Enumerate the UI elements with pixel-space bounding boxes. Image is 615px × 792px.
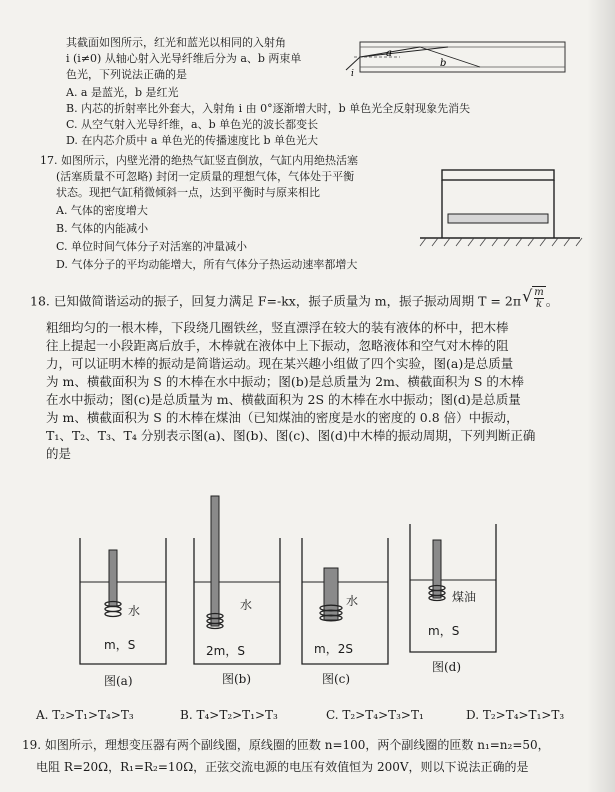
sqrt-formula: √ $\frac{m}{k}$ bbox=[522, 286, 544, 310]
formula-denominator: k bbox=[535, 299, 543, 310]
page-shadow bbox=[587, 0, 615, 792]
q18-line-1 bbox=[30, 286, 559, 314]
q16-option-d: D. 在内芯介质中 a 单色光的传播速度比 b 单色光大 bbox=[66, 134, 319, 147]
q18-line-3: 往上提起一小段距离后放手，木棒就在液体中上下振动，忽略液体和空气对木棒的阻 bbox=[46, 338, 509, 353]
figure-b-params: 2m，S bbox=[206, 644, 245, 658]
q18-option-d: D. T₂>T₄>T₁>T₃ bbox=[466, 708, 565, 722]
q18-option-a: A. T₂>T₁>T₄>T₃ bbox=[36, 708, 134, 722]
figure-b bbox=[192, 494, 282, 666]
figure-d-caption: 图(d) bbox=[432, 660, 462, 674]
figure-b-caption: 图(b) bbox=[222, 672, 252, 686]
q19-line-1: 19. 如图所示，理想变压器有两个副线圈，原线圈的匝数 n=100，两个副线圈的匝数 n₁=n₂=50， bbox=[22, 738, 550, 752]
figure-d-params: m，S bbox=[428, 624, 460, 638]
q16-option-c: C. 从空气射入光导纤维，a、b 单色光的波长都变长 bbox=[66, 118, 319, 131]
q16-option-b: B. 内芯的折射率比外套大，入射角 i 由 0°逐渐增大时，b 单色光全反射现象先消失 bbox=[66, 102, 471, 115]
figure-c-caption: 图(c) bbox=[322, 672, 351, 686]
cylinder-figure bbox=[420, 160, 590, 260]
q17-option-d: D. 气体分子的平均动能增大，所有气体分子热运动速率都增大 bbox=[56, 258, 358, 271]
fiber-label-b: b bbox=[440, 58, 447, 69]
q17-option-b: B. 气体的内能减小 bbox=[56, 222, 149, 235]
q17-option-a: A. 气体的密度增大 bbox=[56, 204, 148, 217]
q18-line-4: 力，可以证明木棒的振动是简谐运动。现在某兴趣小组做了四个实验，图(a)是总质量 bbox=[46, 356, 514, 371]
q17-option-c: C. 单位时间气体分子对活塞的冲量减小 bbox=[56, 240, 248, 253]
q18-line-7: 为 m、横截面积为 S 的木棒在煤油（已知煤油的密度是水的密度的 0.8 倍）中振动， bbox=[46, 410, 519, 425]
formula-numerator: m bbox=[534, 287, 544, 298]
q18-line-8: T₁、T₂、T₃、T₄ 分别表示图(a)、图(b)、图(c)、图(d)中木棒的振动周期，下列判断正确 bbox=[46, 428, 536, 443]
figure-a-liquid: 水 bbox=[128, 604, 141, 618]
q18-option-c: C. T₂>T₄>T₃>T₁ bbox=[326, 708, 424, 722]
figure-a-caption: 图(a) bbox=[104, 674, 133, 688]
q18-option-b: B. T₄>T₂>T₁>T₃ bbox=[180, 708, 278, 722]
q17-line-2: (活塞质量不可忽略) 封闭一定质量的理想气体，气体处于平衡 bbox=[56, 170, 355, 183]
figure-b-liquid: 水 bbox=[240, 598, 253, 612]
optical-fiber-figure bbox=[351, 36, 570, 86]
figure-d-liquid: 煤油 bbox=[452, 590, 477, 604]
q17-line-3: 状态。现把气缸稍微倾斜一点，达到平衡时与原来相比 bbox=[56, 186, 320, 199]
q16-line-1: 其截面如图所示，红光和蓝光以相同的入射角 bbox=[66, 36, 286, 49]
figure-c-liquid: 水 bbox=[346, 594, 359, 608]
q18-line-9: 的是 bbox=[46, 446, 72, 461]
figure-a-params: m，S bbox=[104, 638, 136, 652]
q18-line-1-end: 。 bbox=[545, 293, 559, 309]
figure-c-params: m，2S bbox=[314, 642, 353, 656]
q16-option-a: A. a 是蓝光，b 是红光 bbox=[66, 86, 179, 99]
q17-line-1: 17. 如图所示，内壁光滑的绝热气缸竖直倒放，气缸内用绝热活塞 bbox=[40, 154, 358, 167]
fiber-label-a: a bbox=[386, 48, 392, 59]
q18-line-6: 在水中振动；图(c)是总质量为 m、横截面积为 2S 的木棒在水中振动；图(d)是总质量 bbox=[46, 392, 521, 407]
q18-line-1-text: 18. 已知做简谐运动的振子，回复力满足 F=-kx，振子质量为 m，振子振动周期 T = 2π bbox=[30, 293, 522, 309]
fiber-label-i: i bbox=[351, 69, 354, 79]
q18-line-5: 为 m、横截面积为 S 的木棒在水中振动；图(b)是总质量为 2m、横截面积为 S 的木棒 bbox=[46, 374, 524, 389]
q16-line-3: 色光，下列说法正确的是 bbox=[66, 68, 187, 81]
q16-line-2: i (i≠0) 从轴心射入光导纤维后分为 a、b 两束单 bbox=[66, 52, 302, 65]
q19-line-2: 电阻 R=20Ω，R₁=R₂=10Ω，正弦交流电源的电压有效值恒为 200V，则以下说法正确的是 bbox=[36, 760, 529, 774]
q18-line-2: 粗细均匀的一根木棒，下段绕几圈铁丝，竖直漂浮在较大的装有液体的杯中，把木棒 bbox=[46, 320, 509, 335]
